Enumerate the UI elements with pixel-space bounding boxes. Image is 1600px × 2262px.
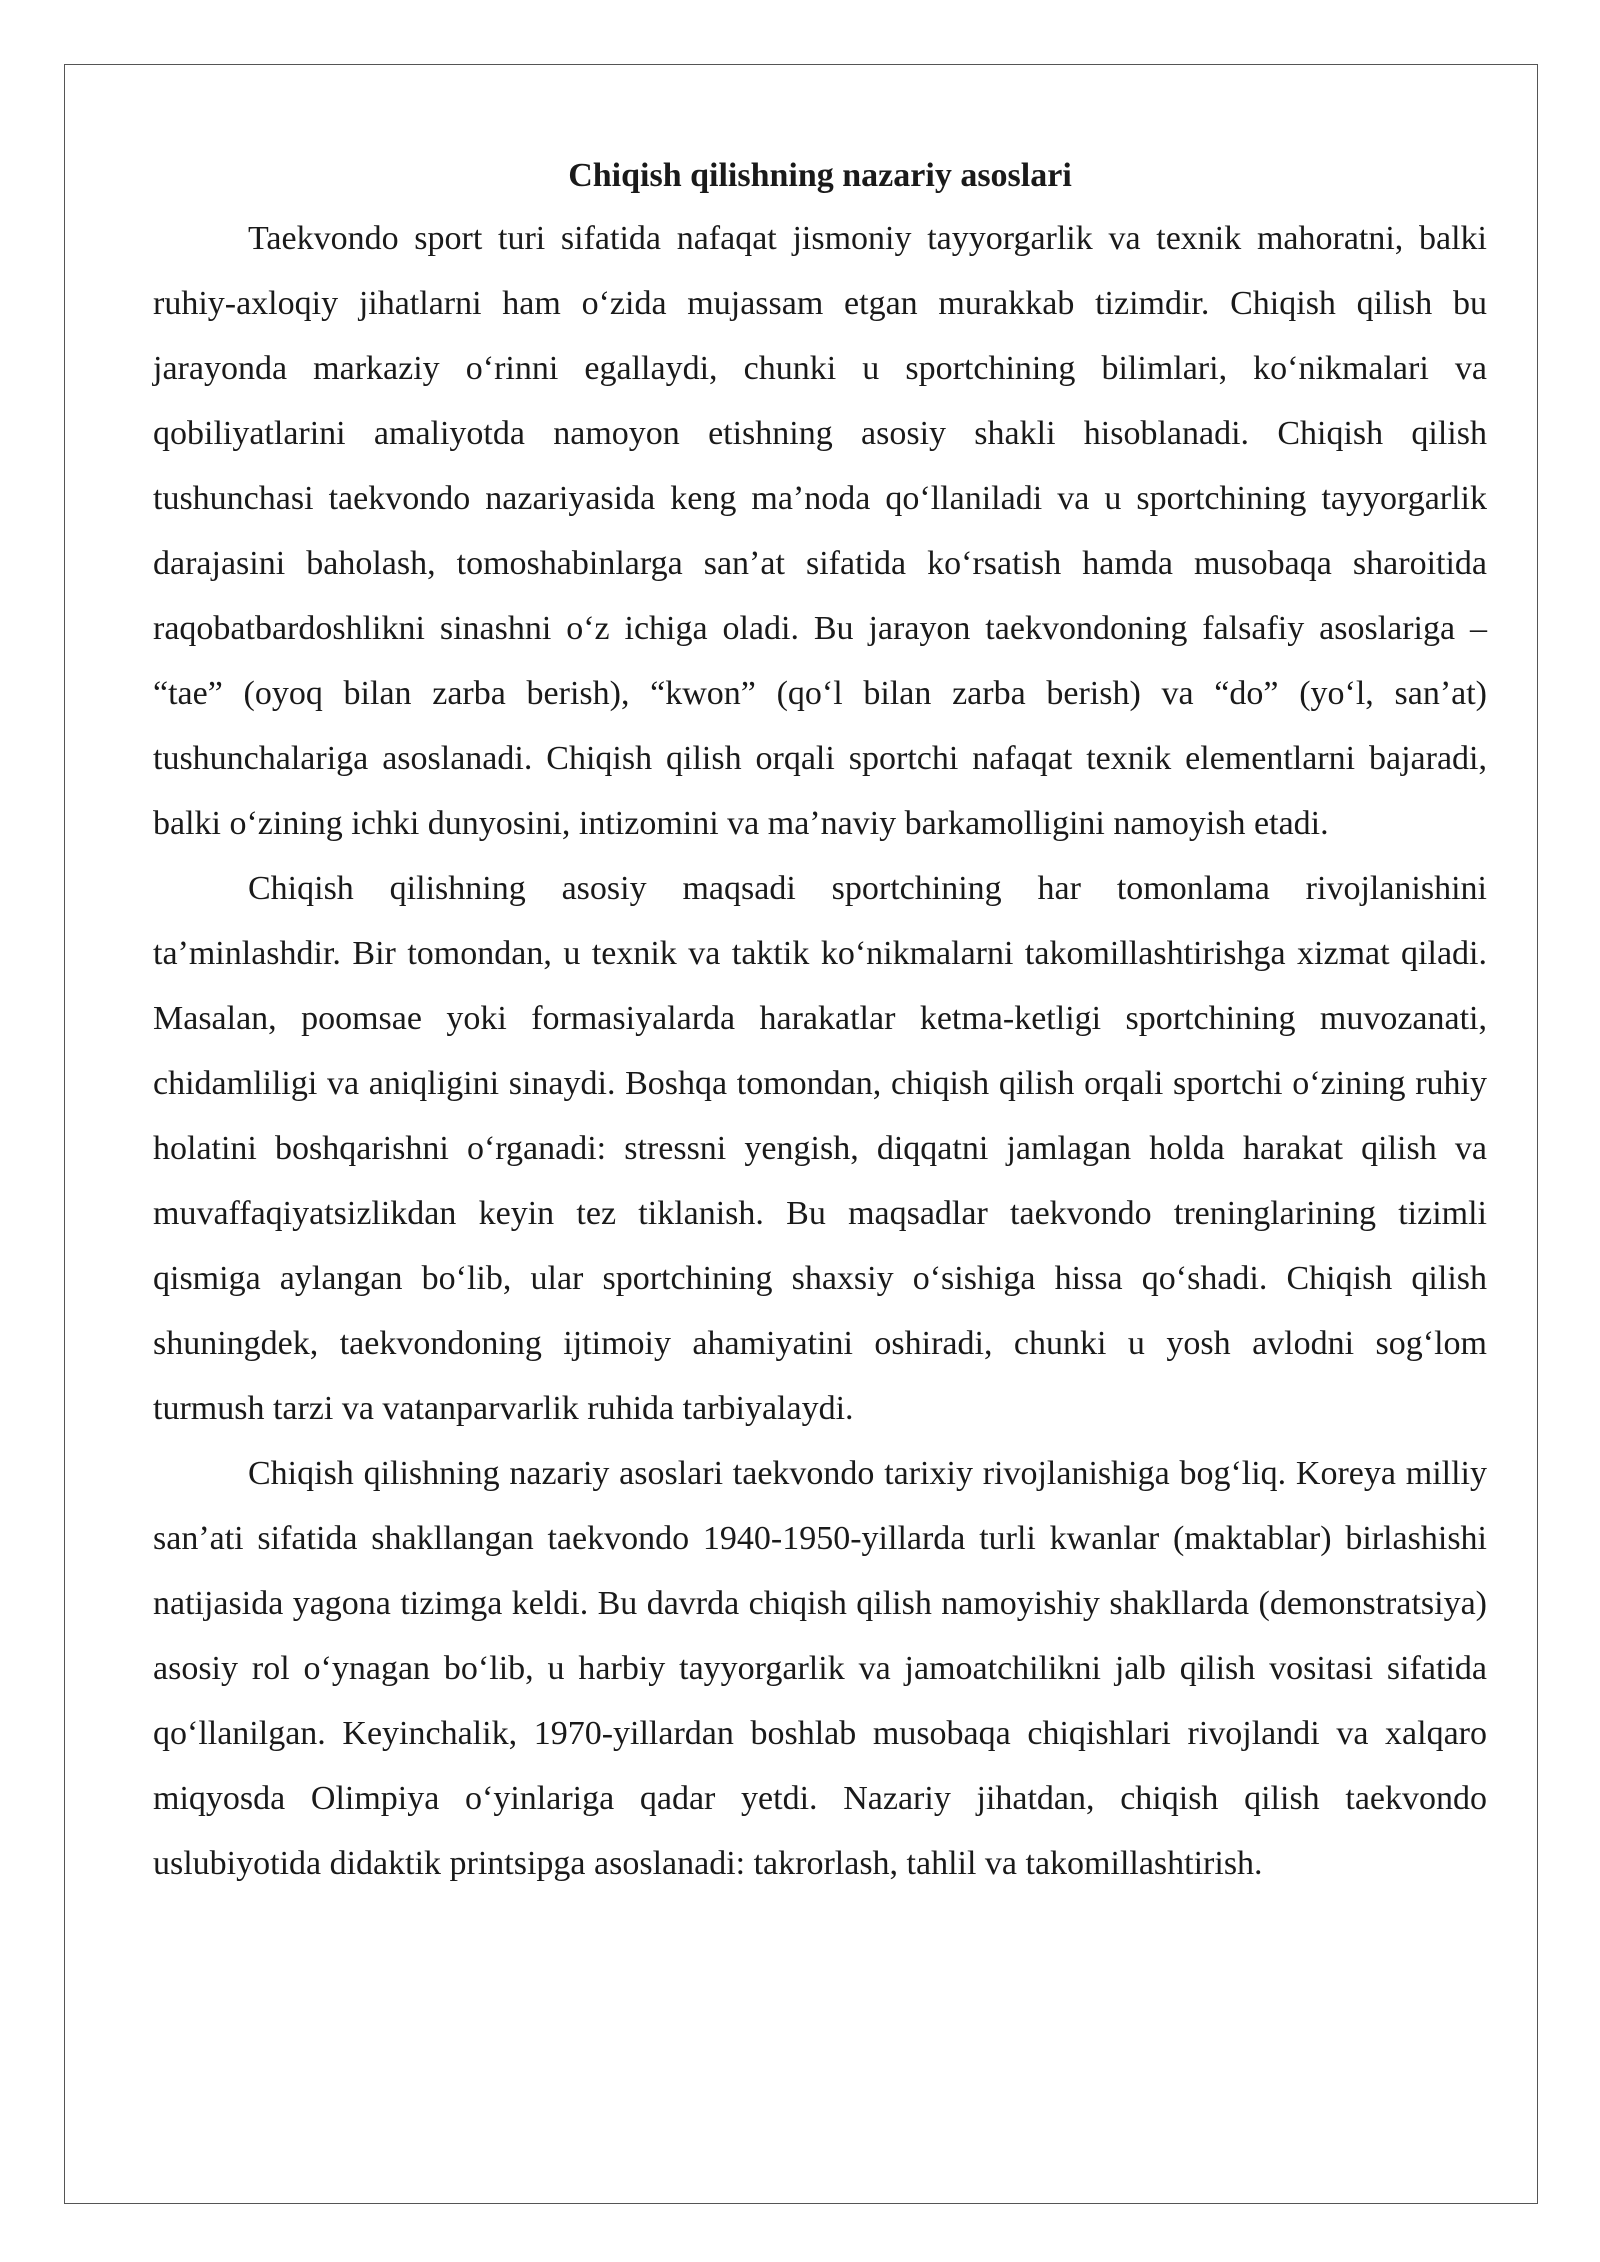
document-body [153, 146, 1487, 1896]
paragraph-1: Taekvondo sport turi sifatida nafaqat jismoniy tayyorgarlik va texnik mahoratni, balki ruhiy-axloqiy jihatlarni ham oʻzida mujassam etgan murakkab tizimdir. Chiqish qilish bu jarayonda markaziy oʻrinni egallaydi, chunki u sportchining bilimlari, koʻnikmalari va qobiliyatlarini amaliyotda namoyon etishning asosiy shakli hisoblanadi. Chiqish qilish tushunchasi taekvondo nazariyasida keng maʼnoda qoʻllaniladi va u sportchining tayyorgarlik darajasini baholash, tomoshabinlarga sanʼat sifatida koʻrsatish hamda musobaqa sharoitida raqobatbardoshlikni sinashni oʻz ichiga oladi. Bu jarayon taekvondoning falsafiy asoslariga – “tae” (oyoq bilan zarba berish), “kwon” (qoʻl bilan zarba berish) va “do” (yoʻl, sanʼat) tushunchalariga asoslanadi. Chiqish qilish orqali sportchi nafaqat texnik elementlarni bajaradi, balki oʻzining ichki dunyosini, intizomini va maʼnaviy barkamolligini namoyish etadi. [153, 220, 1487, 842]
document-title: Chiqish qilishning nazariy asoslari [568, 157, 1072, 194]
paragraph-2: Chiqish qilishning asosiy maqsadi sportchining har tomonlama rivojlanishini taʼminlashdir. Bir tomondan, u texnik va taktik koʻnikmalarni takomillashtirishga xizmat qiladi. Masalan, poomsae yoki formasiyalarda harakatlar ketma-ketligi sportchining muvozanati, chidamliligi va aniqligini sinaydi. Boshqa tomondan, chiqish qilish orqali sportchi oʻzining ruhiy holatini boshqarishni oʻrganadi: stressni yengish, diqqatni jamlagan holda harakat qilish va muvaffaqiyatsizlikdan keyin tez tiklanish. Bu maqsadlar taekvondo treninglarining tizimli qismiga aylangan boʻlib, ular sportchining shaxsiy oʻsishiga hissa qoʻshadi. Chiqish qilish shuningdek, taekvondoning ijtimoiy ahamiyatini oshiradi, chunki u yosh avlodni sogʻlom turmush tarzi va vatanparvarlik ruhida tarbiyalaydi. [153, 870, 1487, 1427]
paragraph-3: Chiqish qilishning nazariy asoslari taekvondo tarixiy rivojlanishiga bogʻliq. Koreya milliy sanʼati sifatida shakllangan taekvondo 1940-1950-yillarda turli kwanlar (maktablar) birlashishi natijasida yagona tizimga keldi. Bu davrda chiqish qilish namoyishiy shakllarda (demonstratsiya) asosiy rol oʻynagan boʻlib, u harbiy tayyorgarlik va jamoatchilikni jalb qilish vositasi sifatida qoʻllanilgan. Keyinchalik, 1970-yillardan boshlab musobaqa chiqishlari rivojlandi va xalqaro miqyosda Olimpiya oʻyinlariga qadar yetdi. Nazariy jihatdan, chiqish qilish taekvondo uslubiyotida didaktik printsipga asoslanadi: takrorlash, tahlil va takomillashtirish. [153, 1455, 1487, 1882]
